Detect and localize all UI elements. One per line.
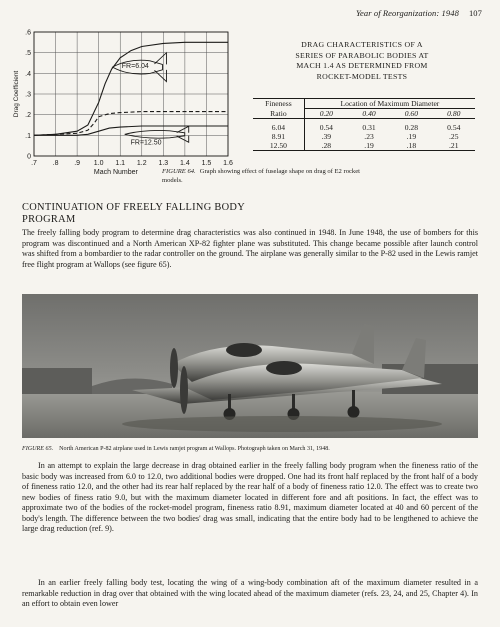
- p82-airplane-photo: [22, 294, 478, 438]
- table-title: [252, 40, 472, 82]
- table-cell: .19: [364, 141, 374, 150]
- x-tick-label: 1.1: [115, 160, 126, 167]
- y-axis-label: Drag Coefficient: [13, 70, 20, 118]
- x-tick-label: 1.0: [93, 160, 104, 167]
- table-cell: .19: [406, 132, 417, 141]
- body-fr-12-50-fin: [177, 126, 189, 133]
- col-header-ratio: Ratio: [253, 109, 304, 119]
- table-row: [253, 141, 475, 151]
- paragraph: In an earlier freely falling body test, locating the wing of a wing-body combination aft of the maximum diameter resulted in a remarkable reduction in drag over that obtained with the wing located ahead of the maximum diameter (refs. 23, 24, and 25, Chapter 4). In an effort to obtain even lower: [22, 578, 478, 609]
- x-tick-label: 1.4: [180, 160, 190, 167]
- x-tick-label: 1.2: [136, 160, 147, 167]
- series-line-2: [34, 112, 228, 136]
- y-tick-label: .1: [25, 132, 31, 140]
- x-tick-label: 1.5: [201, 160, 212, 167]
- body-fr-12-50-fin2: [177, 136, 189, 143]
- running-head: [356, 8, 482, 18]
- y-tick-label: .4: [25, 70, 31, 78]
- position-header: 0.80: [433, 109, 475, 119]
- table-title-line: DRAG CHARACTERISTICS OF A: [301, 40, 423, 49]
- chart-series: [34, 42, 228, 135]
- table-cell: 0.31: [362, 123, 376, 132]
- label-fr-6-04: FR=6.04: [121, 63, 149, 71]
- position-header: 0.60: [390, 109, 432, 119]
- table-title-line: MACH 1.4 AS DETERMINED FROM: [296, 61, 428, 70]
- figure-64-caption: [162, 168, 377, 185]
- caption-label: FIGURE 64.: [162, 168, 196, 175]
- body-fr-6-04-fin: [154, 53, 166, 65]
- x-tick-label: 1.3: [158, 160, 169, 167]
- table-cell: .23: [364, 132, 374, 141]
- table-cell: 0.54: [447, 123, 461, 132]
- figure-65-caption: [22, 445, 478, 453]
- caption-text: Graph showing effect of fuselage shape on drag of E2 rocket models.: [162, 168, 360, 184]
- table-row: [253, 132, 475, 141]
- drag-coefficient-chart: [6, 20, 242, 180]
- x-tick-label: .8: [52, 160, 59, 167]
- y-tick-label: 0: [27, 153, 31, 161]
- table-cell: .39: [321, 132, 332, 141]
- x-tick-label: .9: [74, 160, 81, 167]
- page-number: 107: [468, 8, 482, 18]
- table-title-line: ROCKET-MODEL TESTS: [316, 71, 408, 81]
- table-cell: 12.50: [253, 141, 304, 151]
- table-title-line: SERIES OF PARABOLIC BODIES AT: [295, 50, 429, 60]
- x-tick-label: 1.6: [223, 160, 233, 167]
- y-tick-label: .2: [25, 112, 31, 120]
- position-header: 0.40: [348, 109, 390, 119]
- table-cell: 0.28: [404, 123, 419, 132]
- drag-table: [253, 98, 475, 151]
- paragraph: In an attempt to explain the large decrease in drag obtained earlier in the freely falling body program when the fineness ratio of the basic body was increased from 6.0 to 12.0, two additional bodies were dropped. One had its front half replaced by the front half of a body of fineness ratio 12.0, and the other had its rear half replaced by the rear half of a body of fineness ratio 12.0. The effect was to create two new bodies of finess ratio 9.0, but with the maximum diameter located in different fore and aft positions. In fact, the effect was to approximate two of the bodies of the rocket-model program, fineness ratio 8.91, maximum diameter located at 40 and 60 percent of the body's length. The difference between the two bodies' drag was small, indicating that the entire body had to be lengthened to achieve the large drag reduction (ref. 9).: [22, 461, 478, 534]
- body-fr-6-04-fin2: [154, 70, 166, 82]
- table-cell: .28: [321, 141, 332, 150]
- section-heading: CONTINUATION OF FREELY FALLING BODY PROGRAM: [22, 202, 245, 225]
- y-tick-label: .6: [25, 29, 31, 37]
- table-cell: 8.91: [253, 132, 304, 141]
- caption-label: FIGURE 65.: [22, 446, 54, 452]
- caption-text: North American P-82 airplane used in Lewis ramjet program at Wallops. Photograph taken on March 31, 1948.: [59, 446, 330, 452]
- label-fr-12-50: FR=12.50: [130, 139, 162, 147]
- table-row: [253, 123, 475, 132]
- table-cell: .18: [406, 141, 417, 150]
- table-cell: 6.04: [253, 123, 304, 132]
- running-head-title: Year of Reorganization: 1948: [355, 8, 459, 18]
- table-cell: .21: [449, 141, 459, 150]
- series-line-1: [34, 42, 228, 135]
- y-tick-label: .5: [25, 50, 31, 58]
- position-header: 0.20: [304, 109, 348, 119]
- x-axis-label: Mach Number: [93, 169, 138, 176]
- chart-text: [13, 30, 233, 177]
- paragraph: The freely falling body program to determine drag characteristics was also continued in 1948. In June 1948, the use of bombers for this program was discontinued and a North American XP-82 fighter plane was substituted. This change became possible after launch control was shifted from a bombardier to the radar controller on the ground. The airplane was generally similar to the P-82 used in the Lewis ramjet free flight program at Wallops (see figure 65).: [22, 228, 478, 269]
- x-tick-label: .7: [31, 160, 37, 167]
- table-cell: .25: [449, 132, 459, 141]
- group-header: Location of Maximum Diameter: [340, 99, 440, 108]
- y-tick-label: .3: [25, 91, 31, 99]
- col-header-fineness: Fineness: [253, 99, 304, 109]
- table-cell: 0.54: [319, 123, 333, 132]
- body-fr-12-50: [125, 130, 185, 138]
